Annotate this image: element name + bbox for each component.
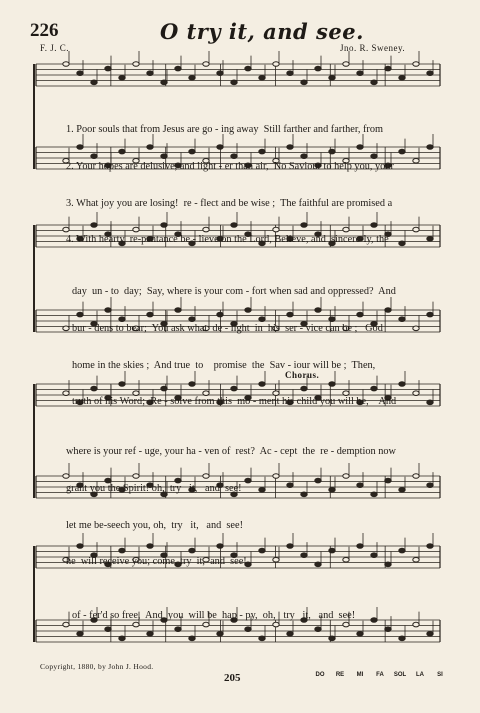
verse-line: day un - to day; Say, where is your com - fort when sad and oppressed? And xyxy=(72,286,396,298)
composer-credit: Jno. R. Sweney. xyxy=(340,43,406,53)
hymn-number: 226 xyxy=(30,20,59,41)
note-head xyxy=(63,62,69,67)
note-head xyxy=(385,66,391,71)
verse-line: truth of his Word; Re - solve from this mo - ment his child you will be, And xyxy=(72,396,397,408)
note-head xyxy=(175,66,181,71)
note-head xyxy=(329,636,335,641)
note-head xyxy=(77,71,83,76)
system-4-verses xyxy=(72,586,355,635)
solfege-fa: FA xyxy=(376,672,384,678)
note-head xyxy=(161,80,167,85)
note-head xyxy=(329,75,335,80)
note-head xyxy=(357,71,363,76)
note-head xyxy=(427,236,433,241)
note-head xyxy=(399,382,405,387)
note-head xyxy=(147,71,153,76)
note-head xyxy=(399,241,405,246)
note-head xyxy=(427,312,433,317)
chorus-label: Chorus. xyxy=(285,370,320,380)
note-head xyxy=(245,66,251,71)
note-head xyxy=(301,80,307,85)
note-head xyxy=(287,71,293,76)
note-head xyxy=(371,618,377,623)
note-head xyxy=(343,62,349,67)
verse-line: bur - dens to bear; You ask what de - light in his ser - vice can be ; God xyxy=(72,323,383,335)
note-head xyxy=(399,636,405,641)
solfege-mi: MI xyxy=(356,672,364,678)
verse-line: home in the skies ; And true to promise the Sav - iour will be ; Then, xyxy=(72,359,376,371)
note-head xyxy=(413,557,419,562)
lyricist-credit: F. J. C. xyxy=(40,43,70,53)
note-head xyxy=(385,627,391,632)
page-number: 205 xyxy=(224,672,241,684)
note-head xyxy=(413,326,419,331)
note-head xyxy=(413,158,419,163)
note-head xyxy=(91,80,97,85)
note-head xyxy=(105,66,111,71)
system-2-verses xyxy=(72,262,396,421)
note-head xyxy=(315,66,321,71)
note-head xyxy=(413,227,419,232)
note-head xyxy=(427,631,433,636)
note-head xyxy=(357,631,363,636)
note-head xyxy=(413,622,419,627)
note-head xyxy=(259,636,265,641)
note-head xyxy=(427,71,433,76)
note-head xyxy=(259,75,265,80)
verse-line: 4. With hearty re-pentance be - lieve on the Lord, Believe, and sincere-ly, the xyxy=(66,234,389,246)
note-head xyxy=(231,80,237,85)
note-head xyxy=(427,400,433,405)
note-head xyxy=(427,483,433,488)
verse-line: 1. Poor souls that from Jesus are go - ing away Still farther and farther, from xyxy=(66,124,383,136)
note-head xyxy=(203,62,209,67)
solfege-sol: SOL xyxy=(393,672,407,678)
hymn-title: O try it, and see. xyxy=(160,19,364,44)
note-head xyxy=(133,62,139,67)
verse-line: let me be-seech you, oh, try it, and see! xyxy=(66,519,243,531)
note-head xyxy=(399,317,405,322)
note-head xyxy=(63,326,69,331)
verse-line: 2. Your hopes are delusive, and light - er than air, No Saviour to help you, your xyxy=(66,161,394,173)
note-head xyxy=(399,487,405,492)
note-head xyxy=(399,548,405,553)
verse-line: 3. What joy you are losing! re - flect and be wise ; The faithful are promised a xyxy=(66,197,393,209)
note-head xyxy=(427,544,433,549)
note-head xyxy=(189,636,195,641)
note-head xyxy=(63,622,69,627)
note-head xyxy=(413,474,419,479)
solfege-si: SI xyxy=(437,672,443,678)
note-head xyxy=(427,145,433,150)
verse-line: of - fer'd so free, And you will be hap - py, oh, try it, and see! xyxy=(72,610,356,622)
note-head xyxy=(217,71,223,76)
verse-line: grant you the Spirit! oh, try it, and see! xyxy=(66,483,242,495)
verse-line: where is your ref - uge, your ha - ven of rest? Ac - cept the re - demption now xyxy=(66,446,396,458)
note-head xyxy=(119,75,125,80)
system-1-verses xyxy=(66,100,394,259)
note-head xyxy=(371,80,377,85)
note-head xyxy=(63,391,69,396)
copyright-notice: Copyright, 1880, by John J. Hood. xyxy=(40,662,154,671)
note-head xyxy=(399,75,405,80)
note-head xyxy=(119,636,125,641)
verse-line: he will receive you; come, try it, and see! xyxy=(66,556,247,568)
solfege-do: DO xyxy=(315,672,325,678)
solfege-re: RE xyxy=(335,672,345,678)
solfege-la: LA xyxy=(416,672,424,678)
note-head xyxy=(413,62,419,67)
system-3-verses xyxy=(66,422,396,581)
note-head xyxy=(413,391,419,396)
note-head xyxy=(189,75,195,80)
note-head xyxy=(399,149,405,154)
note-head xyxy=(273,62,279,67)
